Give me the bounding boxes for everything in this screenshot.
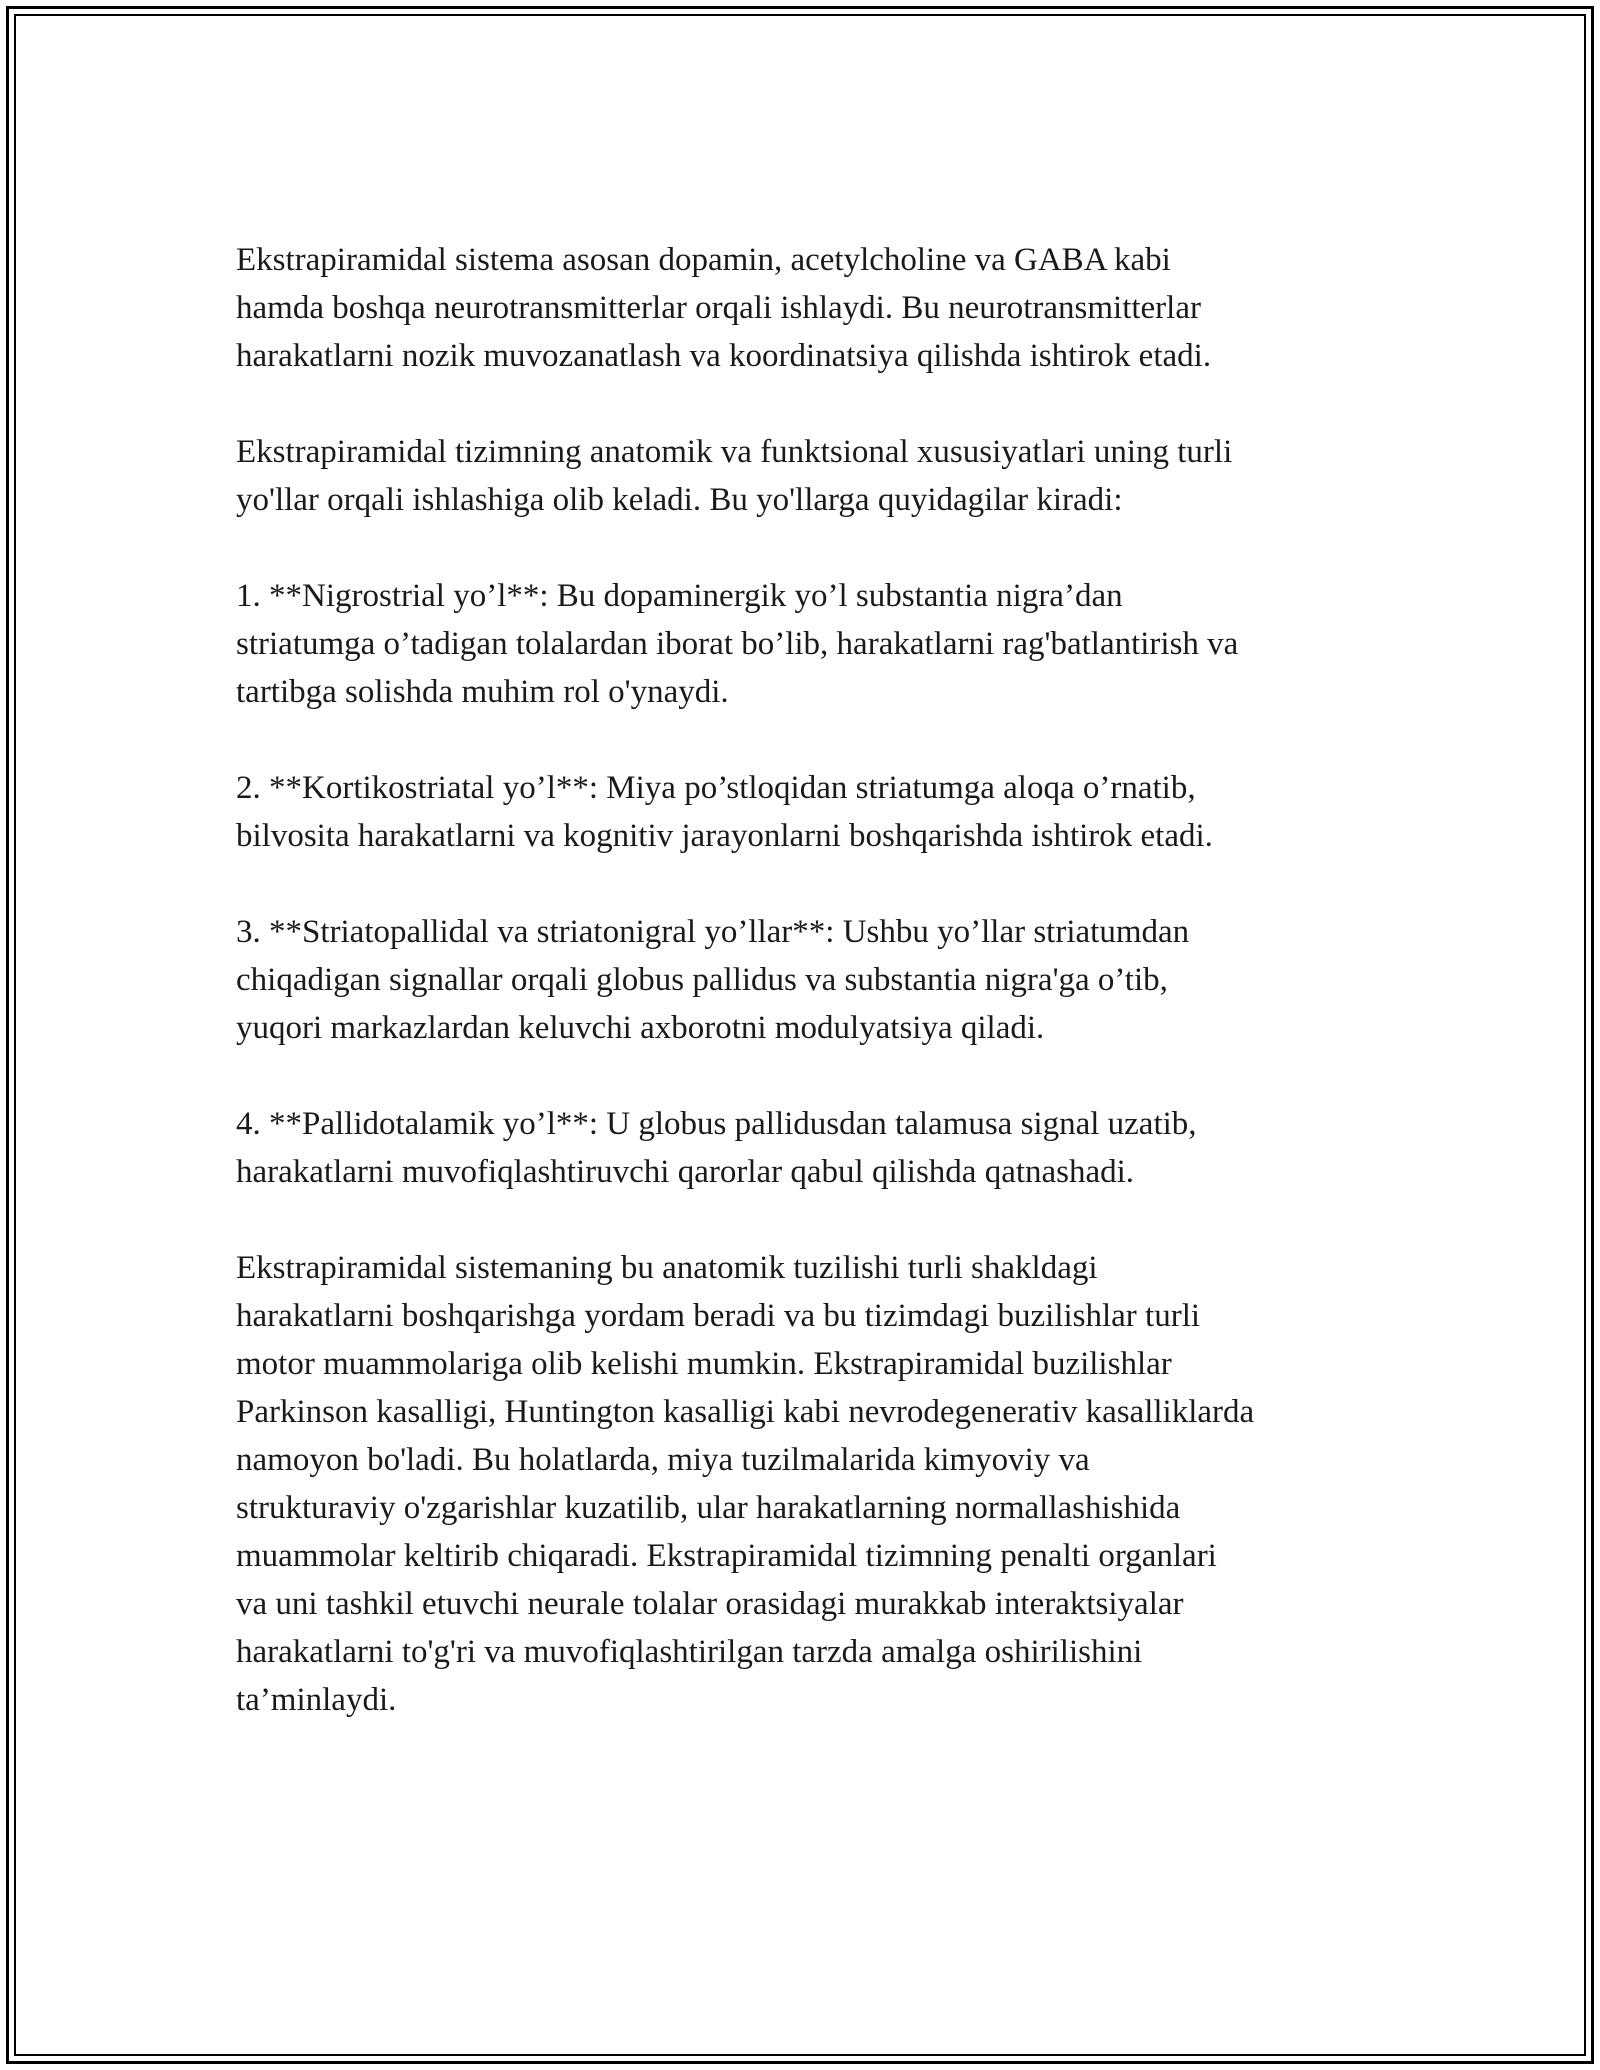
text-line: 1. **Nigrostrial yo’l**: Bu dopaminergik yo’l substantia nigra’dan	[236, 578, 1123, 614]
list-item-kortikostriatal	[236, 764, 1396, 860]
paragraph-conclusion	[236, 1244, 1396, 1724]
text-line: harakatlarni muvofiqlashtiruvchi qarorlar qabul qilishda qatnashadi.	[236, 1154, 1135, 1190]
text-line: 4. **Pallidotalamik yo’l**: U globus pallidusdan talamusa signal uzatib,	[236, 1106, 1197, 1142]
list-item-striatopallidal	[236, 908, 1396, 1052]
text-line: Ekstrapiramidal tizimning anatomik va funktsional xususiyatlari uning turli	[236, 434, 1233, 470]
document-body	[236, 236, 1396, 1772]
text-line: harakatlarni boshqarishga yordam beradi va bu tizimdagi buzilishlar turli	[236, 1298, 1201, 1334]
text-line: muammolar keltirib chiqaradi. Ekstrapiramidal tizimning penalti organlari	[236, 1538, 1217, 1574]
text-line: motor muammolariga olib kelishi mumkin. Ekstrapiramidal buzilishlar	[236, 1346, 1172, 1382]
text-line: 2. **Kortikostriatal yo’l**: Miya po’stloqidan striatumga aloqa o’rnatib,	[236, 770, 1196, 806]
text-line: harakatlarni nozik muvozanatlash va koordinatsiya qilishda ishtirok etadi.	[236, 338, 1212, 374]
text-line: Ekstrapiramidal sistemaning bu anatomik tuzilishi turli shakldagi	[236, 1250, 1098, 1286]
text-line: Parkinson kasalligi, Huntington kasalligi kabi nevrodegenerativ kasalliklarda	[236, 1394, 1255, 1430]
text-line: chiqadigan signallar orqali globus pallidus va substantia nigra'ga o’tib,	[236, 962, 1168, 998]
text-line: harakatlarni to'g'ri va muvofiqlashtirilgan tarzda amalga oshirilishini	[236, 1634, 1143, 1670]
paragraph-pathways-intro	[236, 428, 1396, 524]
text-line: strukturaviy o'zgarishlar kuzatilib, ular harakatlarning normallashishida	[236, 1490, 1181, 1526]
text-line: yo'llar orqali ishlashiga olib keladi. Bu yo'llarga quyidagilar kiradi:	[236, 482, 1123, 518]
text-line: ta’minlaydi.	[236, 1682, 397, 1718]
text-line: yuqori markazlardan keluvchi axborotni modulyatsiya qiladi.	[236, 1010, 1045, 1046]
text-line: namoyon bo'ladi. Bu holatlarda, miya tuzilmalarida kimyoviy va	[236, 1442, 1090, 1478]
text-line: hamda boshqa neurotransmitterlar orqali ishlaydi. Bu neurotransmitterlar	[236, 290, 1201, 326]
paragraph-intro	[236, 236, 1396, 380]
list-item-nigrostrial	[236, 572, 1396, 716]
text-line: bilvosita harakatlarni va kognitiv jarayonlarni boshqarishda ishtirok etadi.	[236, 818, 1213, 854]
text-line: 3. **Striatopallidal va striatonigral yo’llar**: Ushbu yo’llar striatumdan	[236, 914, 1190, 950]
text-line: va uni tashkil etuvchi neurale tolalar orasidagi murakkab interaktsiyalar	[236, 1586, 1184, 1622]
text-line: tartibga solishda muhim rol o'ynaydi.	[236, 674, 729, 710]
text-line: Ekstrapiramidal sistema asosan dopamin, acetylcholine va GABA kabi	[236, 242, 1171, 278]
list-item-pallidotalamik	[236, 1100, 1396, 1196]
text-line: striatumga o’tadigan tolalardan iborat bo’lib, harakatlarni rag'batlantirish va	[236, 626, 1239, 662]
